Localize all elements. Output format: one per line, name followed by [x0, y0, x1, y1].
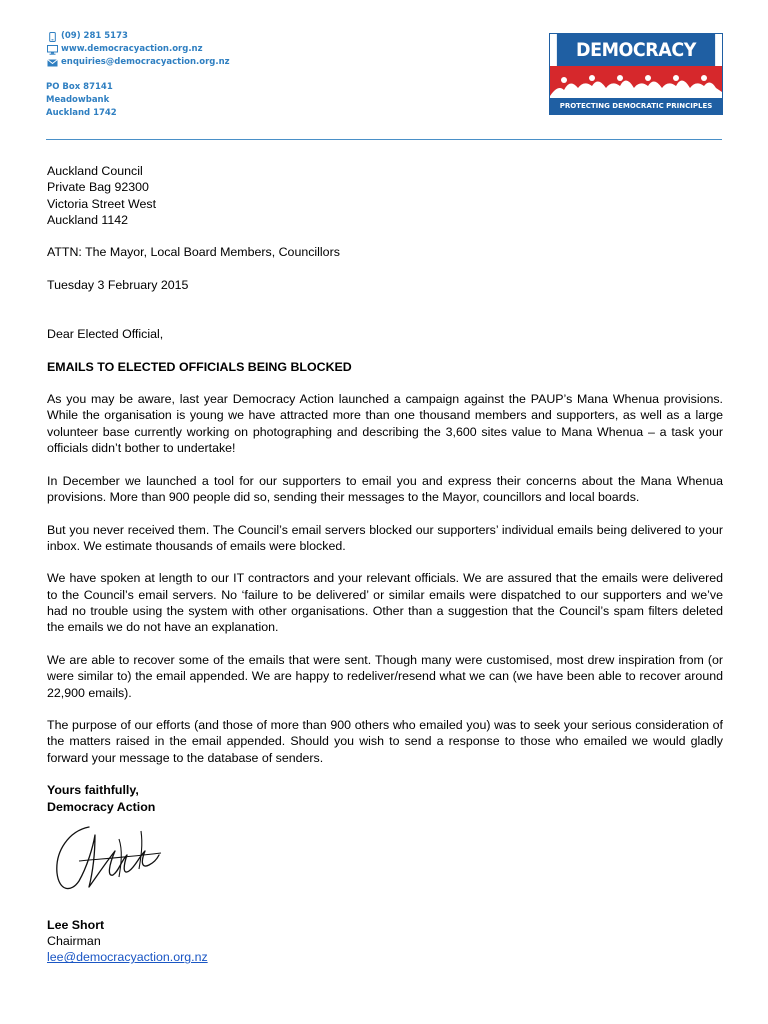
paragraph: We have spoken at length to our IT contractors and your relevant officials. We are assured that the emails were delivered to the Council’s email servers. No ‘failure to be delivered’ or similar emails were dispatched to our supporters and we’ve had no trouble using the system with other organisations. Other than a suggestion that the Council’s spam filters deleted the emails we do not have an explanation. [47, 571, 723, 635]
phone-row [46, 30, 230, 43]
salutation: Dear Elected Official, [47, 326, 164, 341]
postal-address [46, 81, 230, 120]
email-row [46, 56, 230, 69]
paragraph: The purpose of our efforts (and those of more than 900 others who emailed you) was to seek your serious consideration of the matters raised in the email appended. Should you wish to send a response to those who emailed we would gladly forward your message to the database of senders. [47, 718, 723, 765]
recipient-line: Auckland Council [47, 164, 143, 178]
website-link[interactable]: www.democracyaction.org.nz [61, 44, 203, 54]
letter-body [47, 163, 723, 966]
signer-name: Lee Short [47, 917, 105, 932]
logo-crowd-band [550, 66, 722, 100]
phone-text: (09) 281 5173 [61, 31, 128, 41]
attn-line: ATTN: The Mayor, Local Board Members, Councillors [47, 245, 340, 260]
paragraph: But you never received them. The Council’s email servers blocked our supporters’ individual emails being delivered to your inbox. We estimate thousands of emails were blocked. [47, 522, 723, 553]
signer-title: Chairman [47, 934, 101, 949]
subject-line: EMAILS TO ELECTED OFFICIALS BEING BLOCKED [47, 359, 352, 374]
signature [47, 815, 723, 907]
letter-date: Tuesday 3 February 2015 [47, 278, 189, 293]
recipient-line: Private Bag 92300 [47, 180, 149, 195]
recipient-line: Auckland 1142 [47, 212, 129, 227]
closing-line: Yours faithfully, [47, 783, 139, 798]
recipient-line: Victoria Street West [47, 196, 157, 211]
monitor-icon [46, 45, 58, 55]
democracy-action-logo [549, 33, 723, 115]
phone-icon [46, 32, 58, 42]
logo-tagline: PROTECTING DEMOCRATIC PRINCIPLES [550, 98, 722, 114]
envelope-icon [46, 58, 58, 68]
paragraph: As you may be aware, last year Democracy Action launched a campaign against the PAUP’s Mana Whenua provisions. While the organisation is young we have attracted more than one thousand members and supporters, as well as a large volunteer base currently working on photographing and describing the 3,600 sites value to Mana Whenua – a task your officials didn’t bother to undertake! [47, 392, 723, 456]
address-line: Meadowbank [46, 95, 110, 105]
paragraph: We are able to recover some of the emails that were sent. Though many were customised, most drew inspiration from (or were similar to) the email appended. We are happy to redeliver/resend what we can (we have been able to recover around 22,900 emails). [47, 652, 723, 700]
recipient-address [47, 163, 723, 228]
address-line: PO Box 87141 [46, 82, 113, 92]
header-divider [46, 139, 722, 140]
address-line: Auckland 1742 [46, 108, 117, 118]
paragraph: In December we launched a tool for our supporters to email you and express their concerns about the Mana Whenua provisions. More than 900 people did so, sending their messages to the Mayor, councillors and local boards. [47, 473, 723, 504]
email-link[interactable]: enquiries@democracyaction.org.nz [61, 57, 230, 67]
contact-block [46, 30, 230, 120]
logo-title: DEMOCRACY [557, 34, 715, 66]
signer-email-link[interactable]: lee@democracyaction.org.nz [47, 950, 208, 965]
website-row [46, 43, 230, 56]
closing-org: Democracy Action [47, 799, 156, 814]
signature-mark [49, 821, 169, 901]
crowd-icon [550, 66, 722, 100]
